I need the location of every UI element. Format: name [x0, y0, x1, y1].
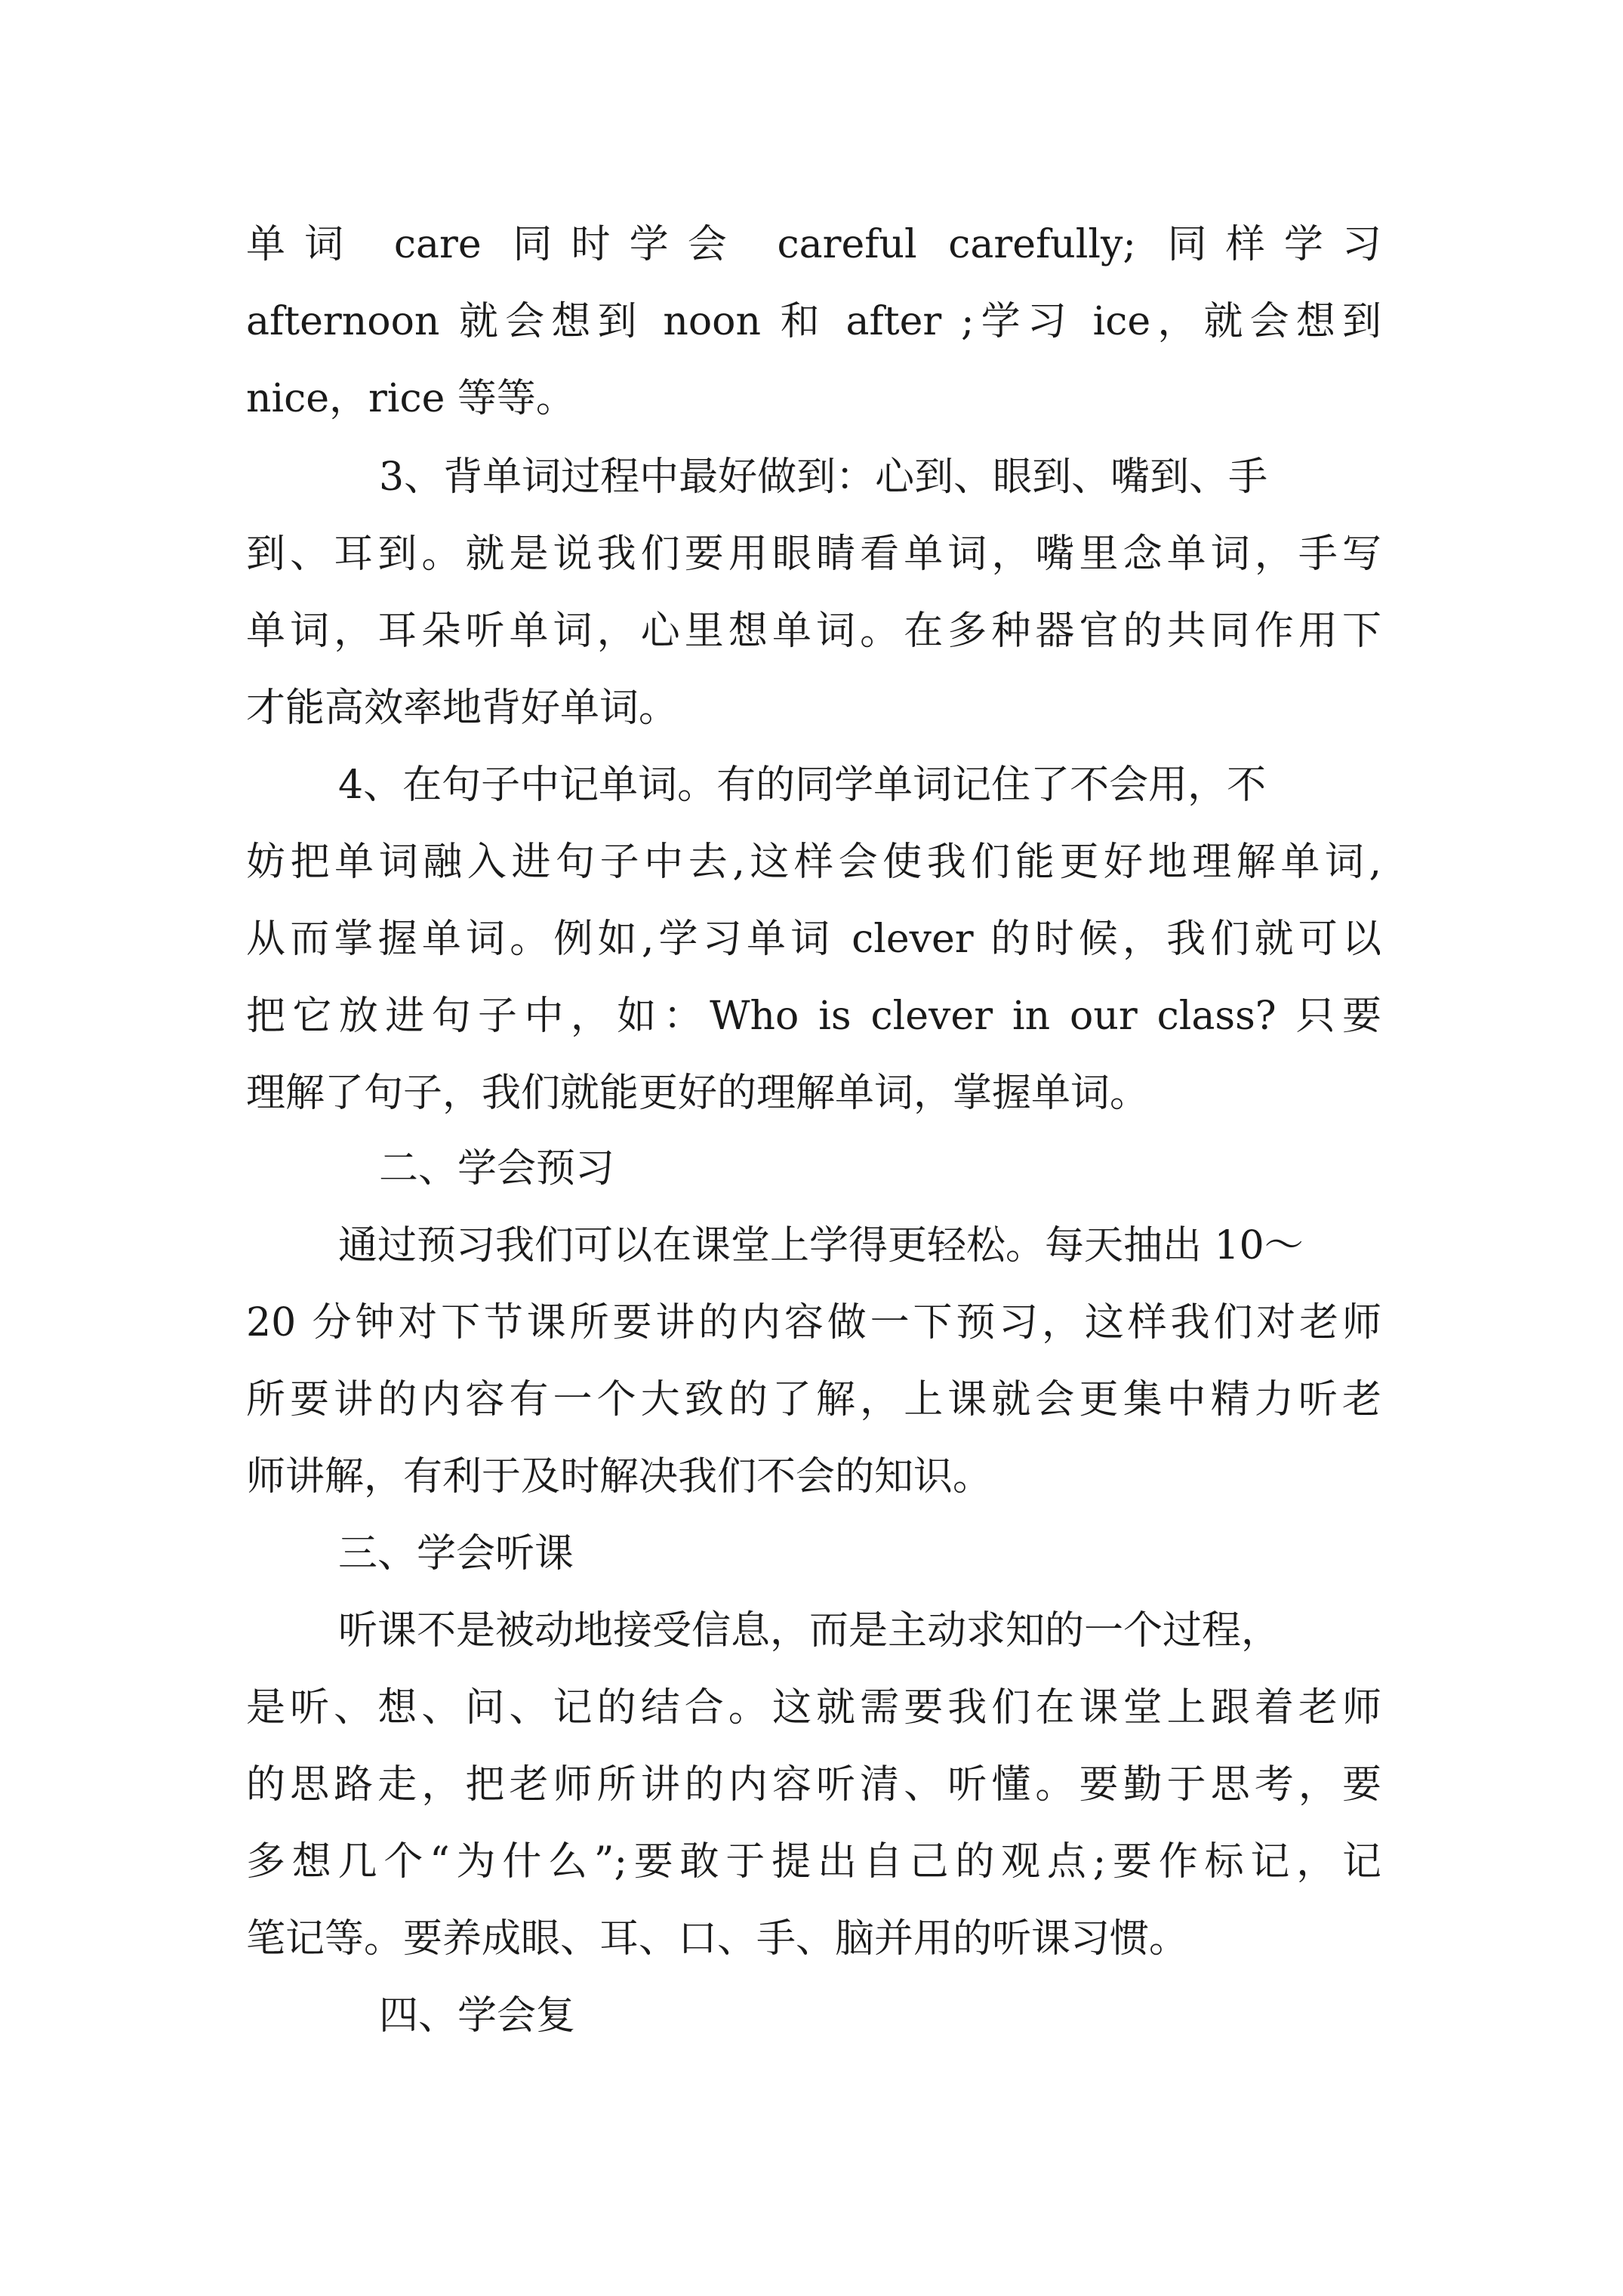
- text-line: 把它放进句子中，如：Who is clever in our class? 只要: [246, 994, 1381, 1039]
- section-heading: 四、学会复: [379, 1993, 576, 2039]
- text-line: 单词 care 同时学会 careful carefully; 同样学习: [246, 222, 1381, 267]
- text-line: 笔记等。要养成眼、耳、口、手、脑并用的听课习惯。: [246, 1916, 1189, 1962]
- text-line: nice，rice 等等。: [246, 376, 575, 421]
- list-item-heading: 3、背单词过程中最好做到：心到、眼到、嘴到、手: [379, 455, 1268, 500]
- text-line: 到、耳到。就是说我们要用眼睛看单词，嘴里念单词，手写: [246, 532, 1381, 577]
- text-line: 单词，耳朵听单词，心里想单词。在多种器官的共同作用下: [246, 609, 1381, 654]
- text-line: 理解了句子，我们就能更好的理解单词，掌握单词。: [246, 1071, 1150, 1116]
- section-heading: 三、学会听课: [338, 1531, 574, 1576]
- text-line: 师讲解，有利于及时解决我们不会的知识。: [246, 1454, 993, 1499]
- text-line: afternoon 就会想到 noon 和 after ;学习 ice，就会想到: [246, 299, 1381, 344]
- section-heading: 二、学会预习: [379, 1146, 615, 1191]
- text-line: 才能高效率地背好单词。: [246, 686, 679, 731]
- text-line: 所要讲的内容有一个大致的了解，上课就会更集中精力听老: [246, 1377, 1381, 1422]
- text-line: 20 分钟对下节课所要讲的内容做一下预习，这样我们对老师: [246, 1300, 1381, 1345]
- text-line: 的思路走，把老师所讲的内容听清、听懂。要勤于思考，要: [246, 1762, 1381, 1808]
- text-line: 妨把单词融入进句子中去,这样会使我们能更好地理解单词,: [246, 840, 1381, 885]
- text-line: 通过预习我们可以在课堂上学得更轻松。每天抽出 10～: [338, 1223, 1304, 1268]
- text-line: 多想几个“为什么”;要敢于提出自己的观点;要作标记，记: [246, 1839, 1381, 1885]
- text-line: 听课不是被动地接受信息，而是主动求知的一个过程，: [338, 1608, 1281, 1653]
- list-item-heading: 4、在句子中记单词。有的同学单词记住了不会用，不: [338, 763, 1267, 808]
- text-line: 是听、想、问、记的结合。这就需要我们在课堂上跟着老师: [246, 1685, 1381, 1730]
- text-line: 从而掌握单词。例如,学习单词 clever 的时候，我们就可以: [246, 917, 1381, 962]
